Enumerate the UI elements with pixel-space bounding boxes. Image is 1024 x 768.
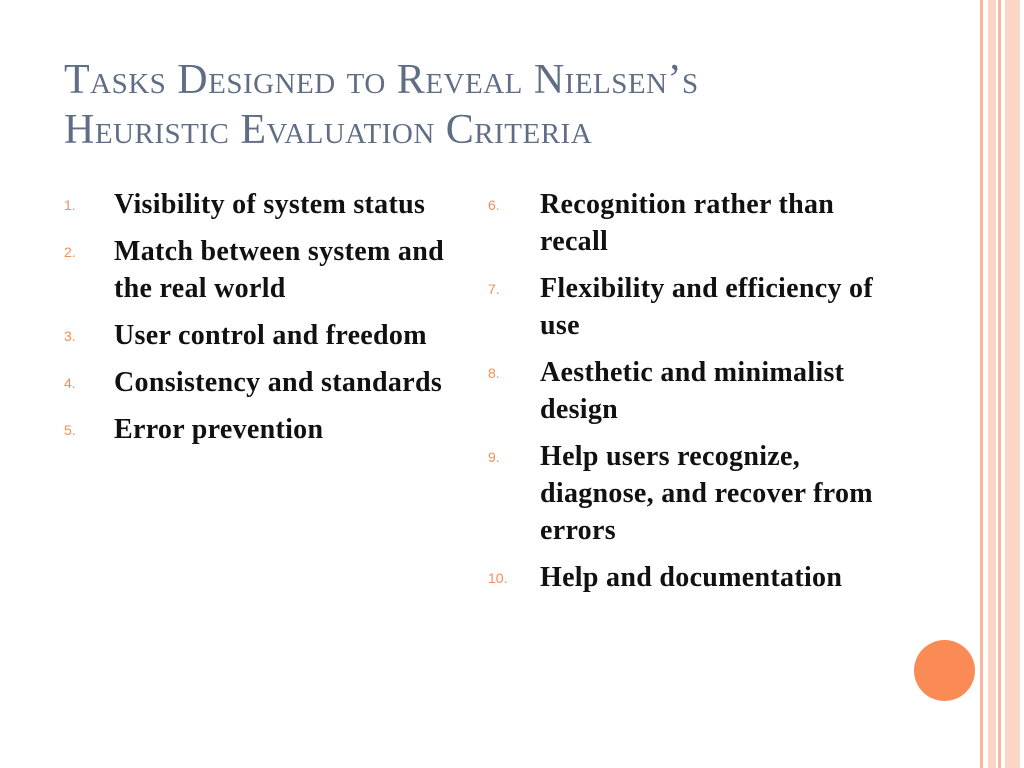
list-item-text: Aesthetic and minimalist design	[540, 357, 845, 425]
list-item	[58, 411, 458, 448]
decorative-stripe	[980, 0, 983, 768]
list-item-number: 7.	[488, 281, 500, 297]
slide-title	[64, 55, 944, 155]
list-item-number: 9.	[488, 449, 500, 465]
list-item	[58, 317, 458, 354]
list-item-number: 5.	[64, 422, 76, 438]
list-item-number: 2.	[64, 244, 76, 260]
list-item-number: 4.	[64, 375, 76, 391]
list-item	[484, 559, 904, 596]
decorative-circle	[914, 640, 975, 701]
list-item-number: 1.	[64, 197, 76, 213]
heuristics-list-right	[484, 186, 904, 606]
list-item-text: Flexibility and efficiency of use	[540, 273, 873, 341]
list-item	[484, 438, 904, 549]
list-item	[484, 354, 904, 428]
list-item-text: Recognition rather than recall	[540, 189, 835, 257]
list-item-text: Error prevention	[114, 414, 324, 445]
list-item	[484, 270, 904, 344]
heuristics-list-left	[58, 186, 458, 458]
list-item-number: 6.	[488, 197, 500, 213]
list-item-text: Help users recognize, diagnose, and recover from errors	[540, 441, 873, 546]
list-item-number: 8.	[488, 365, 500, 381]
list-item	[484, 186, 904, 260]
list-item-text: User control and freedom	[114, 320, 427, 351]
list-item-number: 10.	[488, 570, 508, 586]
decorative-stripe	[988, 0, 996, 768]
list-item-number: 3.	[64, 328, 76, 344]
list-item	[58, 186, 458, 223]
decorative-stripe	[998, 0, 1001, 768]
decorative-stripe	[1005, 0, 1020, 768]
list-item-text: Visibility of system status	[114, 189, 426, 220]
list-item	[58, 364, 458, 401]
list-item-text: Consistency and standards	[114, 367, 443, 398]
list-item-text: Help and documentation	[540, 562, 843, 593]
list-item	[58, 233, 458, 307]
slide-title-line-2: Heuristic Evaluation Criteria	[64, 107, 593, 153]
slide-title-line-1: Tasks Designed to Reveal Nielsen’s	[64, 57, 699, 103]
list-item-text: Match between system and the real world	[114, 236, 444, 304]
